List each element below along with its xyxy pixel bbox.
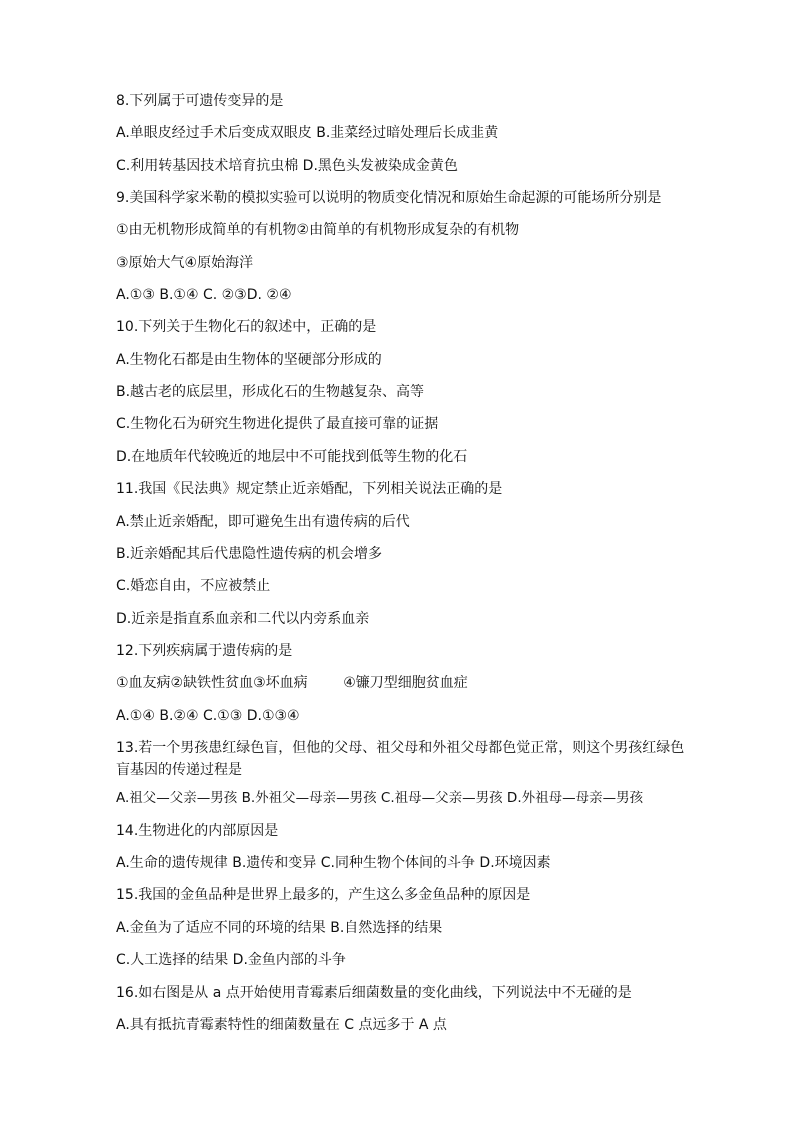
q9-statements-1: ①由无机物形成简单的有机物②由简单的有机物形成复杂的有机物: [116, 222, 520, 238]
q16-option-a: A.具有抵抗青霉素特性的细菌数量在 C 点远多于 A 点: [116, 1017, 447, 1033]
q11-option-b: B.近亲婚配其后代患隐性遗传病的机会增多: [116, 546, 383, 562]
q10-stem: 10.下列关于生物化石的叙述中，正确的是: [116, 319, 377, 335]
q10-option-a: A.生物化石都是由生物体的坚硬部分形成的: [116, 352, 382, 368]
q11-stem: 11.我国《民法典》规定禁止近亲婚配，下列相关说法正确的是: [116, 481, 503, 497]
q10-option-b: B.越古老的底层里，形成化石的生物越复杂、高等: [116, 384, 425, 400]
q10-option-d: D.在地质年代较晚近的地层中不可能找到低等生物的化石: [116, 449, 468, 465]
q10-option-c: C.生物化石为研究生物进化提供了最直接可靠的证据: [116, 416, 439, 432]
q11-option-a: A.禁止近亲婚配，即可避免生出有遗传病的后代: [116, 514, 410, 530]
q13-stem: 13.若一个男孩患红绿色盲，但他的父母、祖父母和外祖父母都色觉正常，则这个男孩红绿色盲基因的传递过程是: [116, 740, 685, 778]
q15-options-cd: C.人工选择的结果 D.金鱼内部的斗争: [116, 952, 346, 968]
q14-stem: 14.生物进化的内部原因是: [116, 823, 279, 839]
q12-stem: 12.下列疾病属于遗传病的是: [116, 643, 293, 659]
q13-options: A.祖父—父亲—男孩 B.外祖父—母亲—男孩 C.祖母—父亲—男孩 D.外祖母—母亲—男孩: [116, 790, 644, 806]
q9-options: A.①③ B.①④ C. ②③D. ②④: [116, 287, 292, 303]
q11-option-c: C.婚恋自由，不应被禁止: [116, 578, 271, 594]
q15-stem: 15.我国的金鱼品种是世界上最多的，产生这么多金鱼品种的原因是: [116, 887, 531, 903]
q15-options-ab: A.金鱼为了适应不同的环境的结果 B.自然选择的结果: [116, 920, 443, 936]
q9-statements-2: ③原始大气④原始海洋: [116, 255, 254, 271]
q14-options: A.生命的遗传规律 B.遗传和变异 C.同种生物个体间的斗争 D.环境因素: [116, 855, 551, 871]
q8-options-cd: C.利用转基因技术培育抗虫棉 D.黑色头发被染成金黄色: [116, 158, 458, 174]
q11-option-d: D.近亲是指直系血亲和二代以内旁系血亲: [116, 611, 370, 627]
q8-options-ab: A.单眼皮经过手术后变成双眼皮 B.韭菜经过暗处理后长成韭黄: [116, 125, 499, 141]
q9-stem: 9.美国科学家米勒的模拟实验可以说明的物质变化情况和原始生命起源的可能场所分别是: [116, 190, 662, 206]
q16-stem: 16.如右图是从 a 点开始使用青霉素后细菌数量的变化曲线，下列说法中不无碰的是: [116, 985, 632, 1001]
q12-statements: ①血友病②缺铁性贫血③坏血病 ④镰刀型细胞贫血症: [116, 675, 468, 691]
q12-options: A.①④ B.②④ C.①③ D.①③④: [116, 708, 300, 724]
q8-stem: 8.下列属于可遗传变异的是: [116, 93, 284, 109]
